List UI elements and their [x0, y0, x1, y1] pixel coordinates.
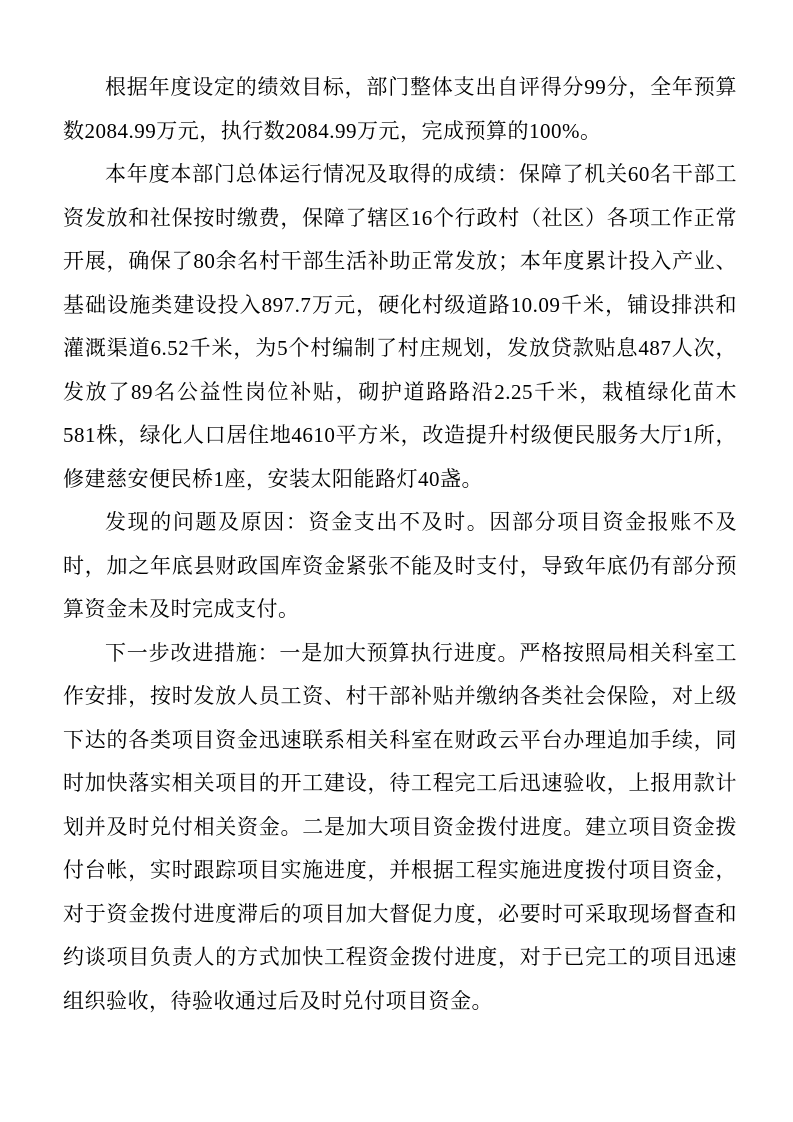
paragraph-annual-achievements: 本年度本部门总体运行情况及取得的成绩：保障了机关60名干部工资发放和社保按时缴费，保障了辖区16个行政村（社区）各项工作正常开展，确保了80余名村干部生活补助正常发放；本年度累计投入产业、基础设施类建设投入897.7万元，硬化村级道路10.09千米，铺设排洪和灌溉渠道6.52千米，为5个村编制了村庄规划，发放贷款贴息487人次，发放了89名公益性岗位补贴，砌护道路路沿2.25千米，栽植绿化苗木581株，绿化人口居住地4610平方米，改造提升村级便民服务大厅1所，修建慈安便民桥1座，安装太阳能路灯40盏。: [63, 162, 737, 491]
document-body: [63, 66, 737, 1023]
paragraph-budget-summary: 根据年度设定的绩效目标，部门整体支出自评得分99分，全年预算数2084.99万元，执行数2084.99万元，完成预算的100%。: [63, 75, 737, 143]
paragraph-problems-and-causes: 发现的问题及原因：资金支出不及时。因部分项目资金报账不及时，加之年底县财政国库资金紧张不能及时支付，导致年底仍有部分预算资金未及时完成支付。: [63, 510, 737, 621]
paragraph-improvement-measures: 下一步改进措施：一是加大预算执行进度。严格按照局相关科室工作安排，按时发放人员工资、村干部补贴并缴纳各类社会保险，对上级下达的各类项目资金迅速联系相关科室在财政云平台办理追加手续，同时加快落实相关项目的开工建设，待工程完工后迅速验收，上报用款计划并及时兑付相关资金。二是加大项目资金拨付进度。建立项目资金拨付台帐，实时跟踪项目实施进度，并根据工程实施进度拨付项目资金，对于资金拨付进度滞后的项目加大督促力度，必要时可采取现场督查和约谈项目负责人的方式加快工程资金拨付进度，对于已完工的项目迅速组织验收，待验收通过后及时兑付项目资金。: [63, 640, 737, 1013]
